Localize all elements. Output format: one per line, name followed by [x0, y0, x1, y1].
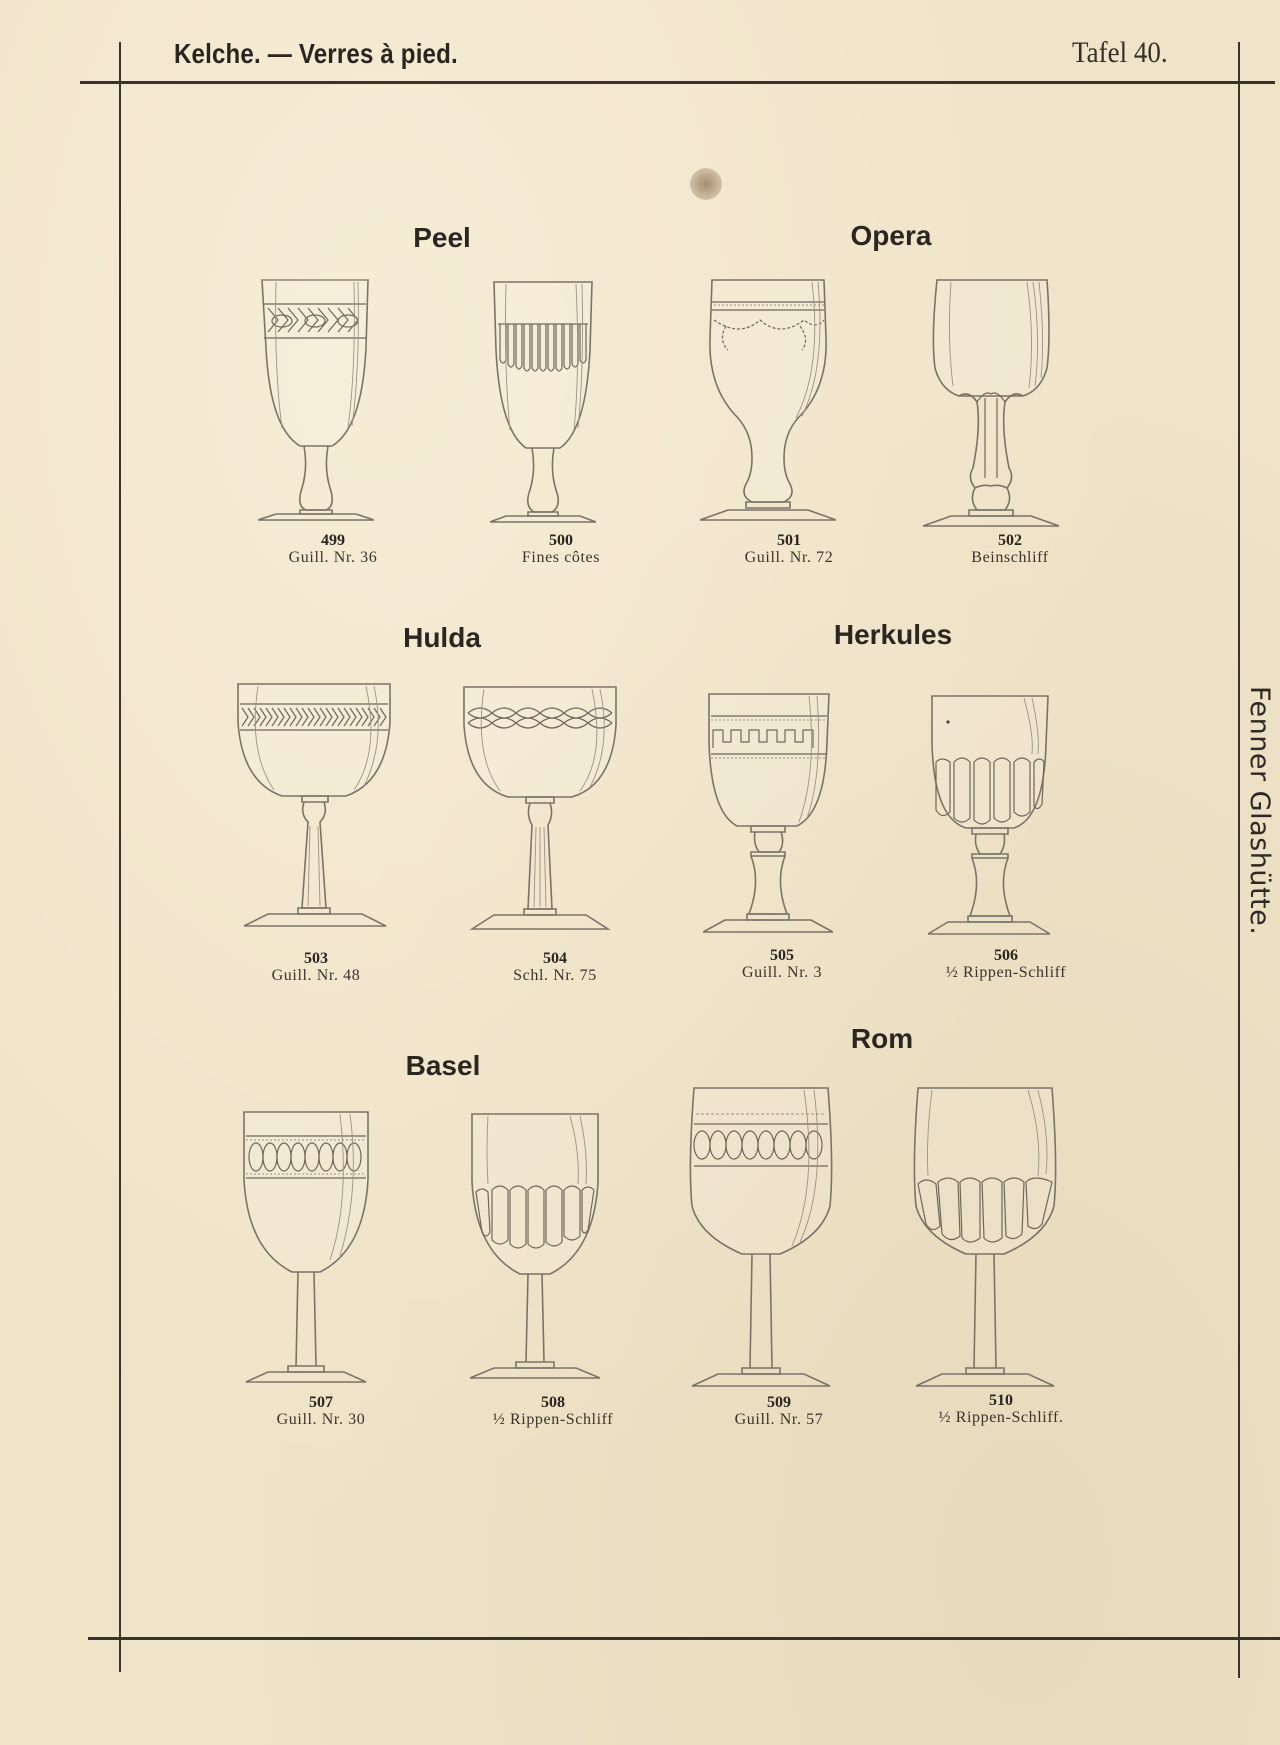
- paper-stain: [690, 168, 722, 200]
- plate-number: Tafel 40.: [1072, 36, 1168, 69]
- glass-illustration-507: [240, 1110, 372, 1384]
- glass-illustration-509: [688, 1086, 834, 1388]
- caption-505: [742, 947, 822, 981]
- caption-500: [522, 532, 600, 566]
- item-number: 505: [770, 947, 794, 964]
- caption-510: [938, 1392, 1063, 1426]
- item-number: 510: [988, 1392, 1013, 1409]
- group-title-rom: Rom: [850, 1023, 914, 1054]
- left-frame-rule: [119, 42, 121, 1672]
- item-number: 509: [766, 1394, 791, 1411]
- group-title-hulda: Hulda: [403, 622, 481, 653]
- glass-illustration-502: [923, 278, 1059, 530]
- item-description: Guill. Nr. 36: [288, 549, 378, 566]
- item-description: ½ Rippen-Schliff: [945, 964, 1067, 981]
- item-description: Beinschliff: [971, 549, 1049, 566]
- glass-illustration-510: [912, 1086, 1058, 1388]
- item-number: 500: [549, 532, 573, 549]
- glass-illustration-508: [470, 1112, 600, 1384]
- item-description: Guill. Nr. 30: [276, 1411, 366, 1428]
- group-title-basel: Basel: [405, 1050, 481, 1081]
- item-description: Schl. Nr. 75: [513, 967, 597, 984]
- item-description: Guill. Nr. 3: [741, 964, 823, 981]
- item-description: Guill. Nr. 48: [271, 967, 361, 984]
- item-number: 502: [998, 532, 1022, 549]
- caption-501: [745, 532, 834, 566]
- caption-499: [289, 532, 378, 566]
- header-rule: [80, 81, 1275, 84]
- caption-508: [493, 1394, 613, 1428]
- caption-502: [971, 532, 1048, 566]
- item-description: ½ Rippen-Schliff.: [938, 1409, 1064, 1426]
- page-header-title: Kelche. — Verres à pied.: [174, 38, 458, 69]
- footer-rule: [88, 1637, 1280, 1640]
- caption-509: [735, 1394, 824, 1428]
- item-number: 501: [776, 532, 801, 549]
- caption-504: [513, 950, 597, 984]
- caption-506: [946, 947, 1066, 981]
- glass-illustration-504: [462, 685, 618, 933]
- group-title-peel: Peel: [413, 222, 471, 253]
- item-description: Fines côtes: [521, 549, 601, 566]
- group-title-opera: Opera: [850, 220, 932, 251]
- item-number: 504: [543, 950, 567, 967]
- item-number: 503: [303, 950, 328, 967]
- publisher-side-text: Fenner Glashütte.: [1244, 686, 1275, 936]
- item-description: Guill. Nr. 72: [744, 549, 834, 566]
- caption-507: [277, 1394, 366, 1428]
- glass-illustration-506: [928, 694, 1050, 936]
- group-title-herkules: Herkules: [833, 619, 953, 650]
- item-description: ½ Rippen-Schliff: [492, 1411, 614, 1428]
- caption-503: [272, 950, 361, 984]
- glass-illustration-505: [703, 692, 833, 934]
- glass-illustration-503: [236, 682, 392, 930]
- item-number: 506: [994, 947, 1018, 964]
- item-number: 507: [308, 1394, 333, 1411]
- glass-illustration-500: [490, 280, 596, 524]
- item-description: Guill. Nr. 57: [734, 1411, 824, 1428]
- glass-illustration-501: [700, 278, 836, 528]
- item-number: 499: [320, 532, 345, 549]
- glass-illustration-499: [258, 278, 374, 522]
- item-number: 508: [541, 1394, 565, 1411]
